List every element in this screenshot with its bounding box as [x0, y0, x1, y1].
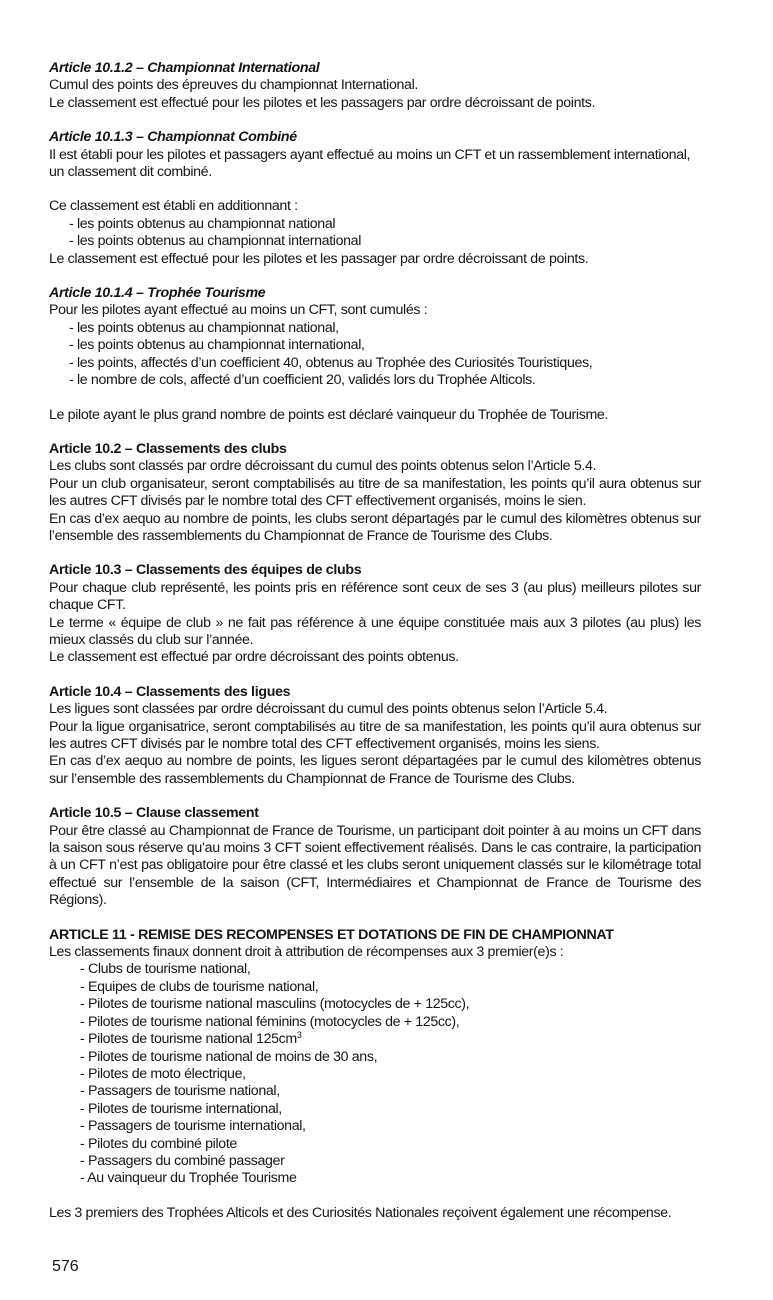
article-11-title: ARTICLE 11 - REMISE DES RECOMPENSES ET DOTATIONS DE FIN DE CHAMPIONNAT	[49, 926, 614, 943]
document-page	[49, 60, 701, 1222]
list-item: - Pilotes de tourisme international,	[80, 1100, 282, 1117]
paragraph: Pour un club organisateur, seront comptabilisés au titre de sa manifestation, les points qu’il aura obtenus sur les autres CFT divisés par le nombre total des CFT effectivement organisés, moins le sien.	[49, 475, 701, 510]
paragraph: Cumul des points des épreuves du championnat International.	[49, 77, 418, 94]
list-item: - Pilotes de tourisme national féminins (motocycles de + 125cc),	[80, 1013, 460, 1030]
article-10-2-title: Article 10.2 – Classements des clubs	[49, 440, 287, 457]
article-10-4-title: Article 10.4 – Classements des ligues	[49, 683, 291, 700]
list-item: - Equipes de clubs de tourisme national,	[80, 978, 319, 995]
list-item: - Passagers de tourisme international,	[80, 1118, 306, 1135]
paragraph: Les ligues sont classées par ordre décroissant du cumul des points obtenus selon l’Article 5.4.	[49, 701, 608, 718]
list-item: - Pilotes de tourisme national de moins de 30 ans,	[80, 1048, 378, 1065]
list-item: - les points obtenus au championnat international	[69, 233, 362, 250]
list-item: - Au vainqueur du Trophée Tourisme	[80, 1170, 297, 1187]
article-10-1-3-title: Article 10.1.3 – Championnat Combiné	[49, 129, 297, 146]
paragraph: Il est établi pour les pilotes et passagers ayant effectué au moins un CFT et un rassemblement international, un classement dit combiné.	[49, 146, 691, 181]
paragraph: Les 3 premiers des Trophées Alticols et des Curiosités Nationales reçoivent également une récompense.	[49, 1204, 672, 1221]
paragraph: Le classement est effectué pour les pilotes et les passagers par ordre décroissant de points.	[49, 94, 596, 111]
list-item: - Pilotes de moto électrique,	[80, 1065, 246, 1082]
paragraph: Le terme « équipe de club » ne fait pas référence à une équipe constituée mais aux 3 pilotes (au plus) les mieux classés du club sur l’année.	[49, 614, 701, 648]
list-item: - Passagers de tourisme national,	[80, 1083, 280, 1100]
list-item: - les points obtenus au championnat national,	[69, 319, 339, 336]
paragraph: Le classement est effectué pour les pilotes et les passager par ordre décroissant de points.	[49, 250, 589, 267]
article-10-5-title: Article 10.5 – Clause classement	[49, 805, 259, 822]
paragraph: Les classements finaux donnent droit à attribution de récompenses aux 3 premier(e)s :	[49, 944, 564, 961]
article-10-1-2-title: Article 10.1.2 – Championnat International	[49, 60, 320, 76]
paragraph: Le pilote ayant le plus grand nombre de points est déclaré vainqueur du Trophée de Tourisme.	[49, 406, 609, 423]
paragraph: Le classement est effectué par ordre décroissant des points obtenus.	[49, 649, 459, 666]
page-number: 576	[52, 1258, 79, 1275]
list-item: - le nombre de cols, affecté d’un coefficient 20, validés lors du Trophée Alticols.	[69, 372, 536, 389]
list-item: - les points obtenus au championnat international,	[69, 337, 365, 354]
list-item: - Clubs de tourisme national,	[80, 961, 251, 978]
paragraph: Les clubs sont classés par ordre décroissant du cumul des points obtenus selon l’Article 5.4.	[49, 458, 597, 475]
article-10-1-4-title: Article 10.1.4 – Trophée Tourisme	[49, 285, 266, 302]
list-item: - les points obtenus au championnat national	[69, 215, 336, 232]
list-item	[49, 1031, 701, 1048]
article-10-3-title: Article 10.3 – Classements des équipes de clubs	[49, 562, 362, 579]
paragraph: Pour la ligue organisatrice, seront comptabilisés au titre de sa manifestation, les points qu’il aura obtenus sur les autres CFT divisés par le nombre total des CFT effectivement organisés, moins les siens.	[49, 718, 701, 752]
paragraph: Pour chaque club représenté, les points pris en référence sont ceux de ses 3 (au plus) meilleurs pilotes sur chaque CFT.	[49, 579, 701, 614]
list-item: - Pilotes du combiné pilote	[80, 1135, 237, 1152]
paragraph: Ce classement est établi en additionnant :	[49, 198, 298, 215]
paragraph: En cas d’ex aequo au nombre de points, les clubs seront départagés par le cumul des kilomètres obtenus sur l’ensemble des rassemblements du Championnat de France de Tourisme des Clubs.	[49, 510, 701, 544]
list-item: - les points, affectés d’un coefficient 40, obtenus au Trophée des Curiosités Touristiques,	[69, 354, 593, 371]
paragraph: Pour les pilotes ayant effectué au moins un CFT, sont cumulés :	[49, 302, 428, 319]
paragraph: En cas d’ex aequo au nombre de points, les ligues seront départagées par le cumul des kilomètres obtenus sur l’ensemble des rassemblements du Championnat de France de Tourisme des Clubs.	[49, 753, 701, 787]
paragraph: Pour être classé au Championnat de France de Tourisme, un participant doit pointer à au moins un CFT dans la saison sous réserve qu’au moins 3 CFT soient effectivement réalisés. Dans le cas contraire, la participation à un CFT n’est pas obligatoire pour être classé et les clubs seront uniquement classés sur le kilométrage total effectué sur l’ensemble de la saison (CFT, Intermédiaires et Championnat de France de Tourisme des Régions).	[49, 822, 701, 909]
list-item-text: - Pilotes de tourisme national 125cm	[80, 1031, 297, 1048]
list-item: - Passagers du combiné passager	[80, 1152, 285, 1169]
list-item: - Pilotes de tourisme national masculins (motocycles de + 125cc),	[80, 996, 470, 1013]
superscript: 3	[296, 1030, 302, 1041]
